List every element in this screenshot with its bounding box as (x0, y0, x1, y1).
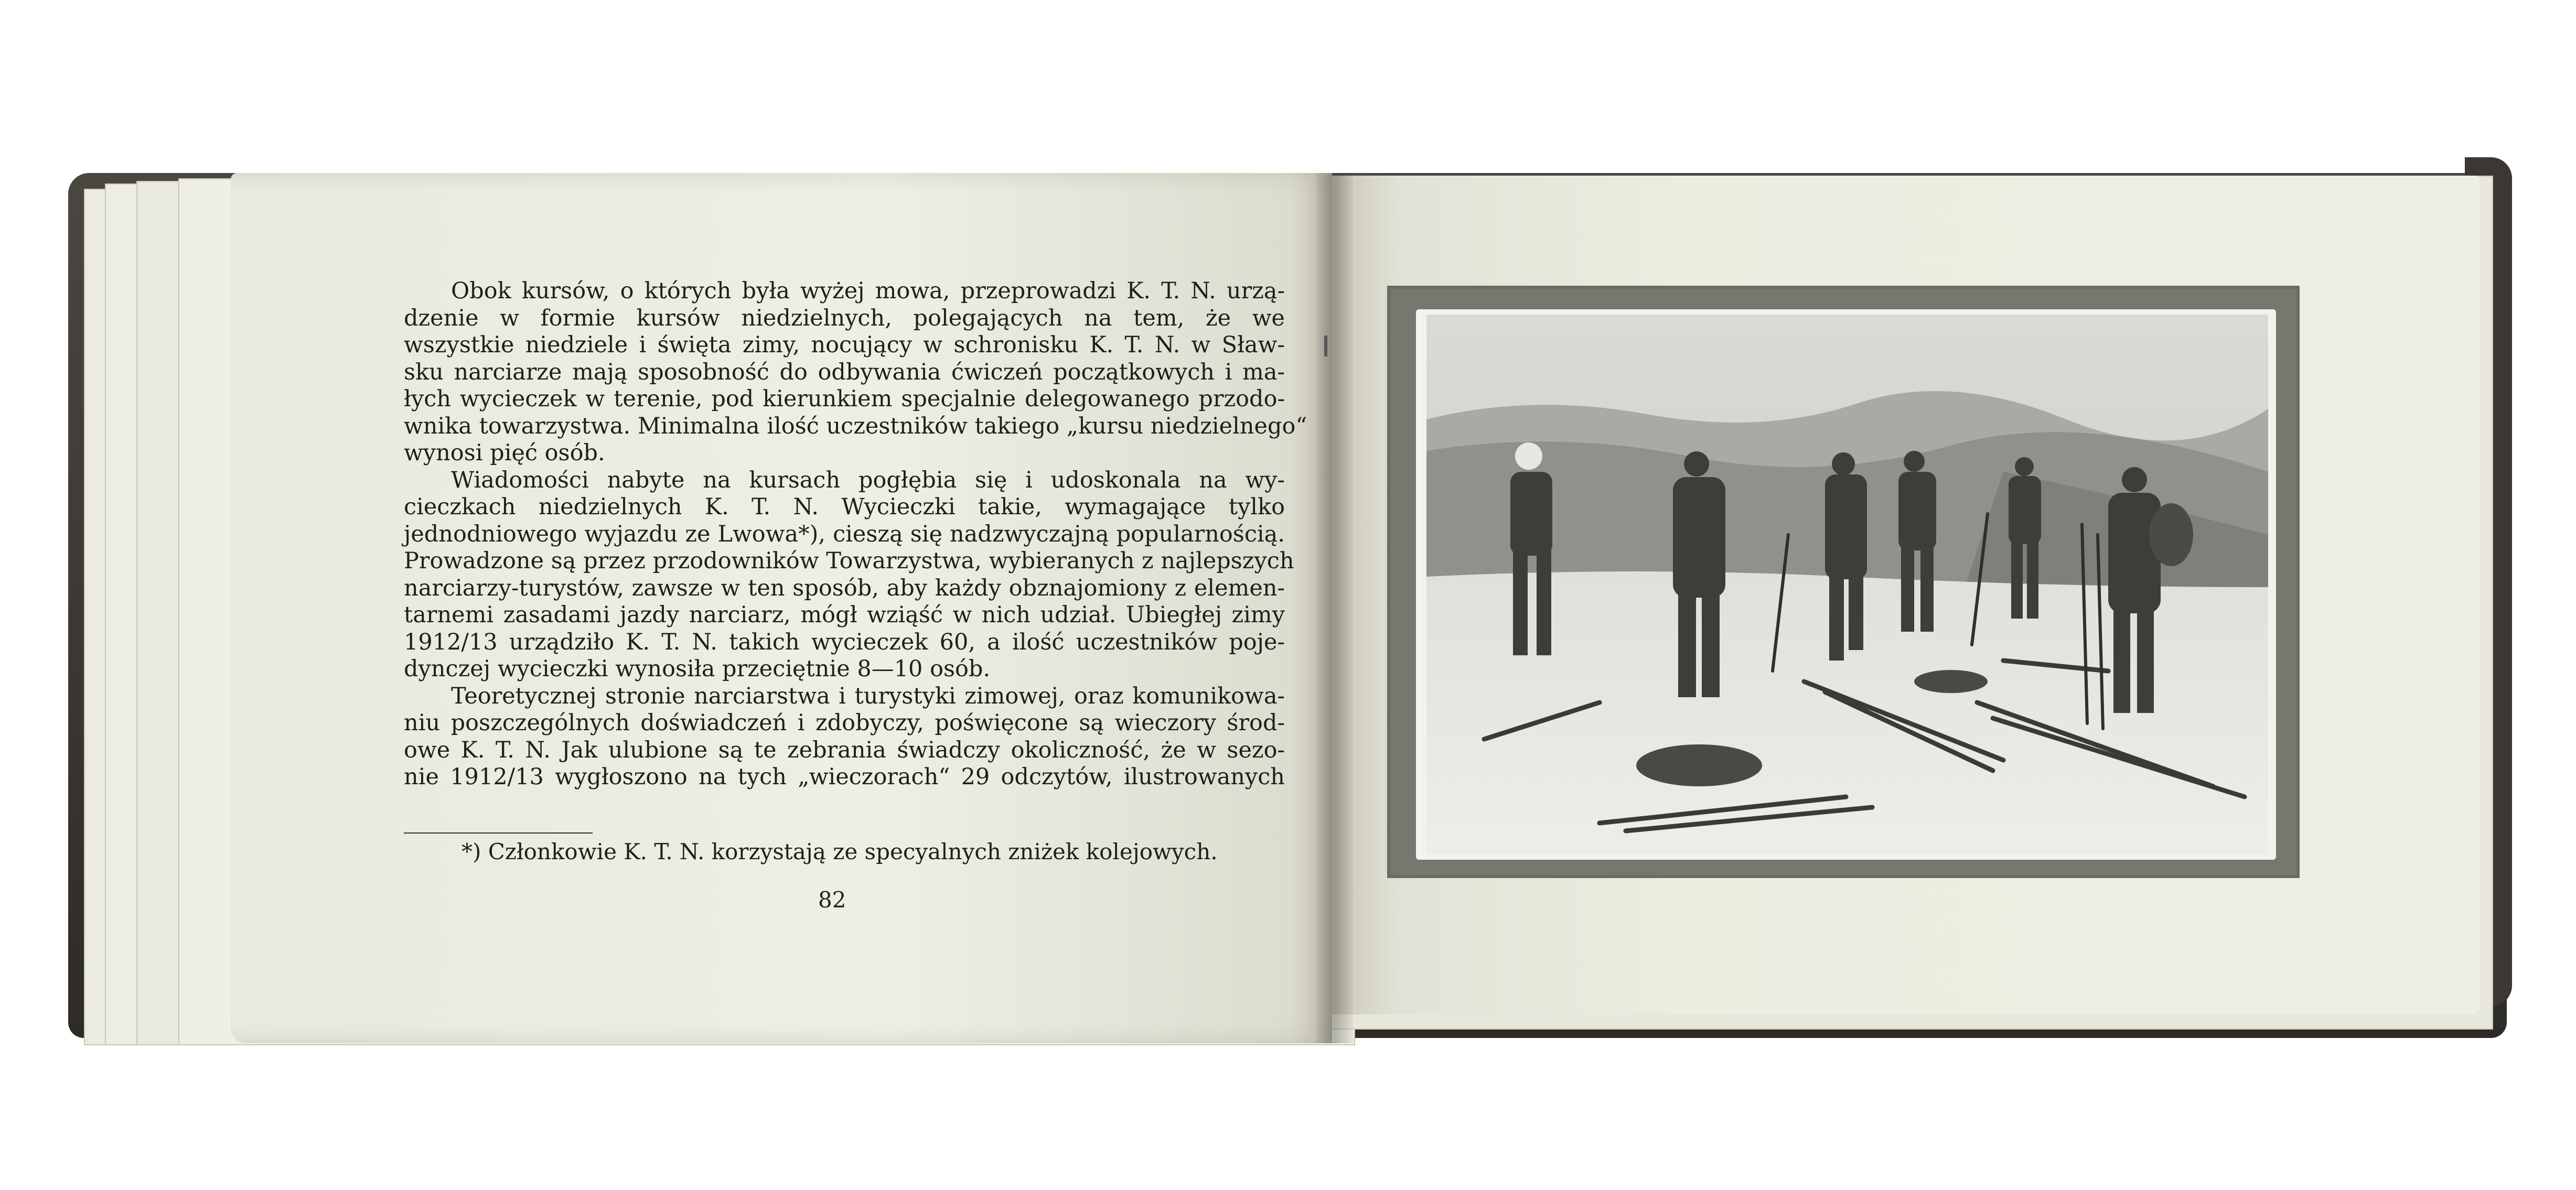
text-line: Wiadomości nabyte na kursach pogłębia się i udoskonala na wy- (451, 467, 1285, 493)
text-line: nie 1912/13 wygłoszono na tych „wieczorach“ 29 odczytów, ilustrowanych (404, 764, 1285, 790)
left-page-text (404, 278, 1307, 791)
skiers-photograph (1426, 315, 2268, 854)
text-line: sku narciarze mają sposobność do odbywania ćwiczeń początkowych i ma- (404, 359, 1285, 385)
text-line: tarnemi zasadami jazdy narciarz, mógł wziąść w nich udział. Ubiegłej zimy (404, 602, 1285, 628)
text-line: wnika towarzystwa. Minimalna ilość uczestników takiego „kursu niedzielnego“ (404, 413, 1307, 439)
text-line: dzenie w formie kursów niedzielnych, polegających na tem, że we (404, 305, 1285, 331)
text-line: dynczej wycieczki wynosiła przeciętnie 8—10 osób. (404, 656, 991, 682)
page-number: 82 (818, 887, 846, 913)
footnote: *) Członkowie K. T. N. korzystają ze specyalnych zniżek kolejowych. (461, 839, 1218, 864)
text-line: łych wycieczek w terenie, pod kierunkiem specjalnie delegowanego przodo- (404, 386, 1285, 412)
text-line: narciarzy-turystów, zawsze w ten sposób, aby każdy obznajomiony z elemen- (404, 575, 1285, 601)
text-line: wszystkie niedziele i święta zimy, nocujący w schronisku K. T. N. w Sław- (404, 332, 1285, 358)
text-line: cieczkach niedzielnych K. T. N. Wycieczki takie, wymagające tylko (404, 494, 1285, 520)
text-line: jednodniowego wyjazdu ze Lwowa*), cieszą się nadzwyczajną popularnością. (404, 521, 1285, 547)
text-line: Obok kursów, o których była wyżej mowa, przeprowadzi K. T. N. urzą- (451, 278, 1285, 304)
text-line: Teoretycznej stronie narciarstwa i turystyki zimowej, oraz komunikowa- (451, 683, 1285, 709)
text-line: Prowadzone są przez przodowników Towarzystwa, wybieranych z najlepszych (404, 548, 1294, 574)
footnote-rule (404, 832, 593, 834)
text-line: owe K. T. N. Jak ulubione są te zebrania świadczy okoliczność, że w sezo- (404, 737, 1285, 763)
book-gutter (1316, 173, 1353, 1043)
text-line: niu poszczególnych doświadczeń i zdobyczy, poświęcone są wieczory środ- (404, 710, 1285, 736)
text-line: wynosi pięć osób. (404, 440, 605, 466)
page-mark (1324, 336, 1327, 356)
text-line: 1912/13 urządziło K. T. N. takich wycieczek 60, a ilość uczestników poje- (404, 629, 1285, 655)
